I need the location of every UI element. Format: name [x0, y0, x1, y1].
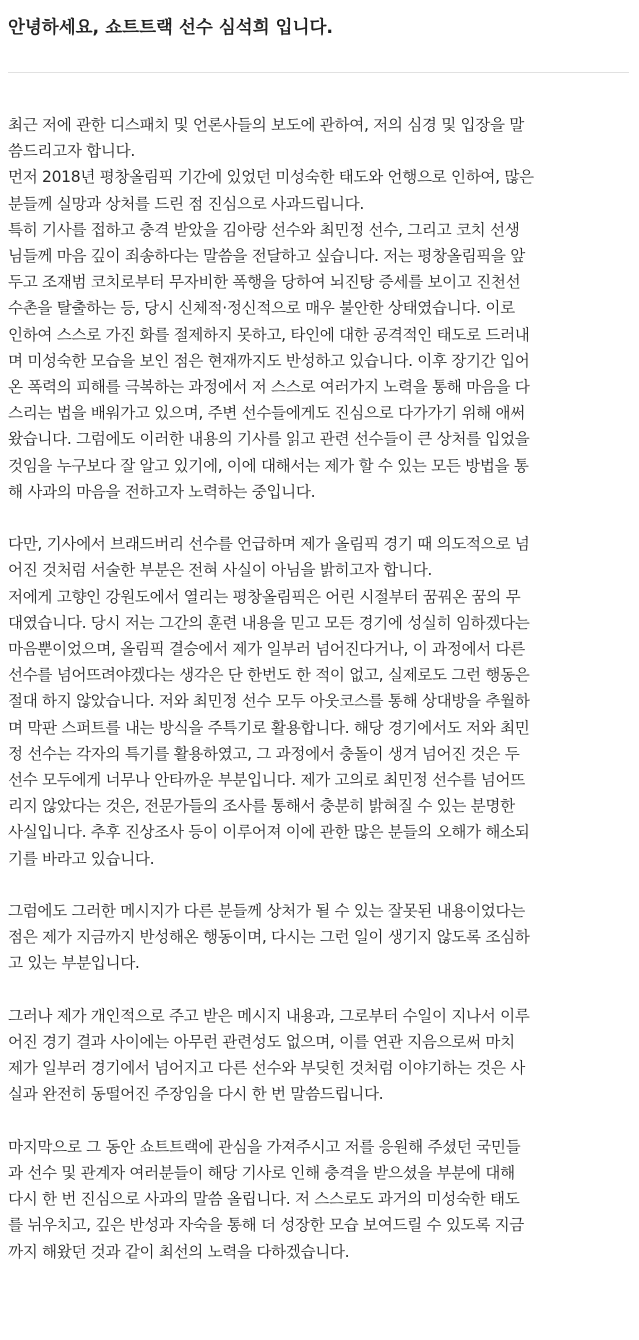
paragraph-line: 어진 경기 결과 사이에는 아무런 관련성도 없으며, 이를 연관 지음으로써 마치	[8, 1033, 515, 1052]
paragraph-line: 왔습니다. 그럼에도 이러한 내용의 기사를 읽고 관련 선수들이 큰 상처를 입었을	[8, 430, 530, 449]
paragraph-line: 선수를 넘어뜨려야겠다는 생각은 단 한번도 한 적이 없고, 실제로도 그런 행동은	[8, 666, 530, 685]
paragraph-line: 것임을 누구보다 잘 알고 있기에, 이에 대해서는 제가 할 수 있는 모든 방법을 통	[8, 456, 529, 475]
paragraph-line: 수촌을 탈출하는 등, 당시 신체적·정신적으로 매우 불안한 상태였습니다. 이로	[8, 299, 515, 318]
paragraph-line: 씀드리고자 합니다.	[8, 142, 135, 161]
paragraph-line: 리지 않았다는 것은, 전문가들의 조사를 통해서 충분히 밝혀질 수 있는 분명한	[8, 797, 515, 816]
paragraph-line: 해 사과의 마음을 전하고자 노력하는 중입니다.	[8, 482, 316, 501]
paragraph-line: 다시 한 번 진심으로 사과의 말씀 올립니다. 저 스스로도 과거의 미성숙한 태도	[8, 1190, 520, 1209]
paragraph-line: 정 선수는 각자의 특기를 활용하였고, 그 과정에서 충돌이 생겨 넘어진 것은 두	[8, 744, 520, 763]
paragraph-line: 최근 저에 관한 디스패치 및 언론사들의 보도에 관하여, 저의 심경 및 입장을 말	[8, 116, 525, 134]
paragraph-line: 며 막판 스퍼트를 내는 방식을 주특기로 활용합니다. 해당 경기에서도 저와 최민	[8, 718, 530, 737]
statement-paragraph	[8, 1134, 629, 1265]
paragraph-line: 고 있는 부분입니다.	[8, 954, 140, 973]
post-title: 안녕하세요, 쇼트트랙 선수 심석희 입니다.	[8, 18, 334, 38]
paragraph-line: 먼저 2018년 평창올림픽 기간에 있었던 미성숙한 태도와 언행으로 인하여, 많은	[8, 168, 534, 187]
paragraph-line: 님들께 마음 깊이 죄송하다는 말씀을 전달하고 싶습니다. 저는 평창올림픽을 앞	[8, 247, 525, 266]
paragraph-line: 특히 기사를 접하고 충격 받았을 김아랑 선수와 최민정 선수, 그리고 코치 선생	[8, 220, 520, 239]
paragraph-line: 마음뿐이었으며, 올림픽 결승에서 제가 일부러 넘어진다거나, 이 과정에서 다른	[8, 640, 525, 659]
statement-paragraph	[8, 531, 629, 872]
paragraph-line: 과 선수 및 관계자 여러분들이 해당 기사로 인해 충격을 받으셨을 부분에 대해	[8, 1164, 515, 1183]
paragraph-line: 저에게 고향인 강원도에서 열리는 평창올림픽은 어린 시절부터 꿈꿔온 꿈의 무	[8, 587, 521, 606]
paragraph-line: 선수 모두에게 너무나 안타까운 부분입니다. 제가 고의로 최민정 선수를 넘어뜨	[8, 771, 525, 790]
paragraph-line: 그러나 제가 개인적으로 주고 받은 메시지 내용과, 그로부터 수일이 지나서 이루	[8, 1006, 530, 1025]
paragraph-line: 두고 조재범 코치로부터 무자비한 폭행을 당하여 뇌진탕 증세를 보이고 진천선	[8, 273, 521, 292]
post-body	[8, 73, 629, 1265]
paragraph-line: 인하여 스스로 가진 화를 절제하지 못하고, 타인에 대한 공격적인 태도로 드러내	[8, 325, 530, 344]
paragraph-line: 마지막으로 그 동안 쇼트트랙에 관심을 가져주시고 저를 응원해 주셨던 국민들	[8, 1137, 521, 1156]
statement-paragraph	[8, 112, 629, 505]
paragraph-line: 까지 해왔던 것과 같이 최선의 노력을 다하겠습니다.	[8, 1242, 350, 1261]
paragraph-line: 사실입니다. 추후 진상조사 등이 이루어져 이에 관한 많은 분들의 오해가 해소되	[8, 823, 530, 842]
paragraph-line: 분들께 실망과 상처를 드린 점 진심으로 사과드립니다.	[8, 194, 364, 213]
paragraph-line: 를 뉘우치고, 깊은 반성과 자숙을 통해 더 성장한 모습 보여드릴 수 있도록 지금	[8, 1216, 525, 1235]
paragraph-line: 며 미성숙한 모습을 보인 점은 현재까지도 반성하고 있습니다. 이후 장기간 입어	[8, 351, 530, 370]
paragraph-line: 그럼에도 그러한 메시지가 다른 분들께 상처가 될 수 있는 잘못된 내용이었다는	[8, 902, 525, 921]
paragraph-line: 기를 바라고 있습니다.	[8, 849, 155, 868]
paragraph-line: 다만, 기사에서 브래드버리 선수를 언급하며 제가 올림픽 경기 때 의도적으로 넘	[8, 535, 530, 554]
paragraph-line: 어진 것처럼 서술한 부분은 전혀 사실이 아님을 밝히고자 합니다.	[8, 561, 433, 580]
paragraph-line: 제가 일부러 경기에서 넘어지고 다른 선수와 부딪힌 것처럼 이야기하는 것은 사	[8, 1059, 525, 1078]
statement-paragraph	[8, 898, 629, 977]
paragraph-line: 절대 하지 않았습니다. 저와 최민정 선수 모두 아웃코스를 통해 상대방을 추월하	[8, 692, 530, 711]
paragraph-line: 점은 제가 지금까지 반성해온 행동이며, 다시는 그런 일이 생기지 않도록 조심하	[8, 928, 530, 947]
statement-paragraph	[8, 1003, 629, 1108]
paragraph-line: 스리는 법을 배워가고 있으며, 주변 선수들에게도 진심으로 다가가기 위해 애써	[8, 404, 525, 423]
paragraph-line: 실과 완전히 동떨어진 주장임을 다시 한 번 말씀드립니다.	[8, 1085, 384, 1104]
paragraph-line: 대였습니다. 당시 저는 그간의 훈련 내용을 믿고 모든 경기에 성실히 임하겠다는	[8, 613, 530, 632]
paragraph-line: 온 폭력의 피해를 극복하는 과정에서 저 스스로 여러가지 노력을 통해 마음을 다	[8, 378, 530, 397]
